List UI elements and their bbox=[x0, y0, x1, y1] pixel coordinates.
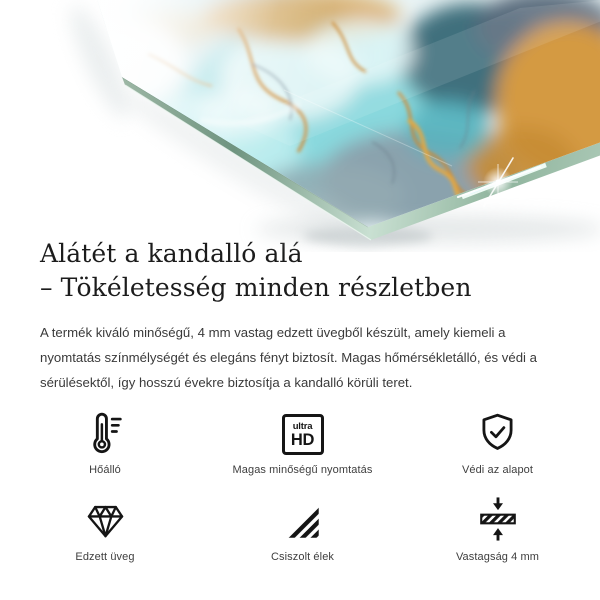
feature-protects-base bbox=[395, 407, 600, 476]
feature-heat-resistant bbox=[0, 407, 210, 476]
feature-polished-edges bbox=[210, 494, 395, 563]
feature-print-quality bbox=[210, 407, 395, 476]
polished-edge-icon bbox=[282, 501, 323, 542]
product-description: A termék kiváló minőségű, 4 mm vastag edzett üvegből készült, amely kiemeli a nyomtatás színmélységét és elegáns fényt biztosít. Magas hőmérsékletálló, és védi a sérülésektől, így hosszú évekre biztosítja a kandalló körüli teret. bbox=[40, 325, 537, 390]
feature-label: Magas minőségű nyomtatás bbox=[232, 464, 373, 477]
product-image-section bbox=[0, 0, 600, 230]
feature-tempered-glass bbox=[0, 494, 210, 563]
thickness-arrows-icon bbox=[475, 496, 521, 542]
feature-label: Vastagság 4 mm bbox=[455, 551, 540, 564]
product-photo-glass-panel bbox=[0, 0, 600, 252]
feature-grid bbox=[0, 407, 600, 563]
feature-label: Csiszolt élek bbox=[270, 551, 335, 564]
ultra-hd-icon: ultra HD bbox=[282, 414, 324, 455]
product-description-section bbox=[0, 237, 600, 395]
feature-label: Edzett üveg bbox=[75, 551, 135, 564]
feature-label: Védi az alapot bbox=[461, 464, 534, 477]
page-title-line1: Alátét a kandalló alá bbox=[40, 239, 303, 268]
diamond-icon bbox=[84, 499, 127, 542]
page-title-line2: – Tökéletesség minden részletben bbox=[40, 273, 472, 302]
shield-check-icon bbox=[475, 410, 520, 455]
marble-artwork bbox=[55, 0, 600, 231]
thermometer-icon bbox=[82, 409, 128, 455]
feature-thickness bbox=[395, 494, 600, 563]
feature-label: Hőálló bbox=[89, 464, 121, 477]
